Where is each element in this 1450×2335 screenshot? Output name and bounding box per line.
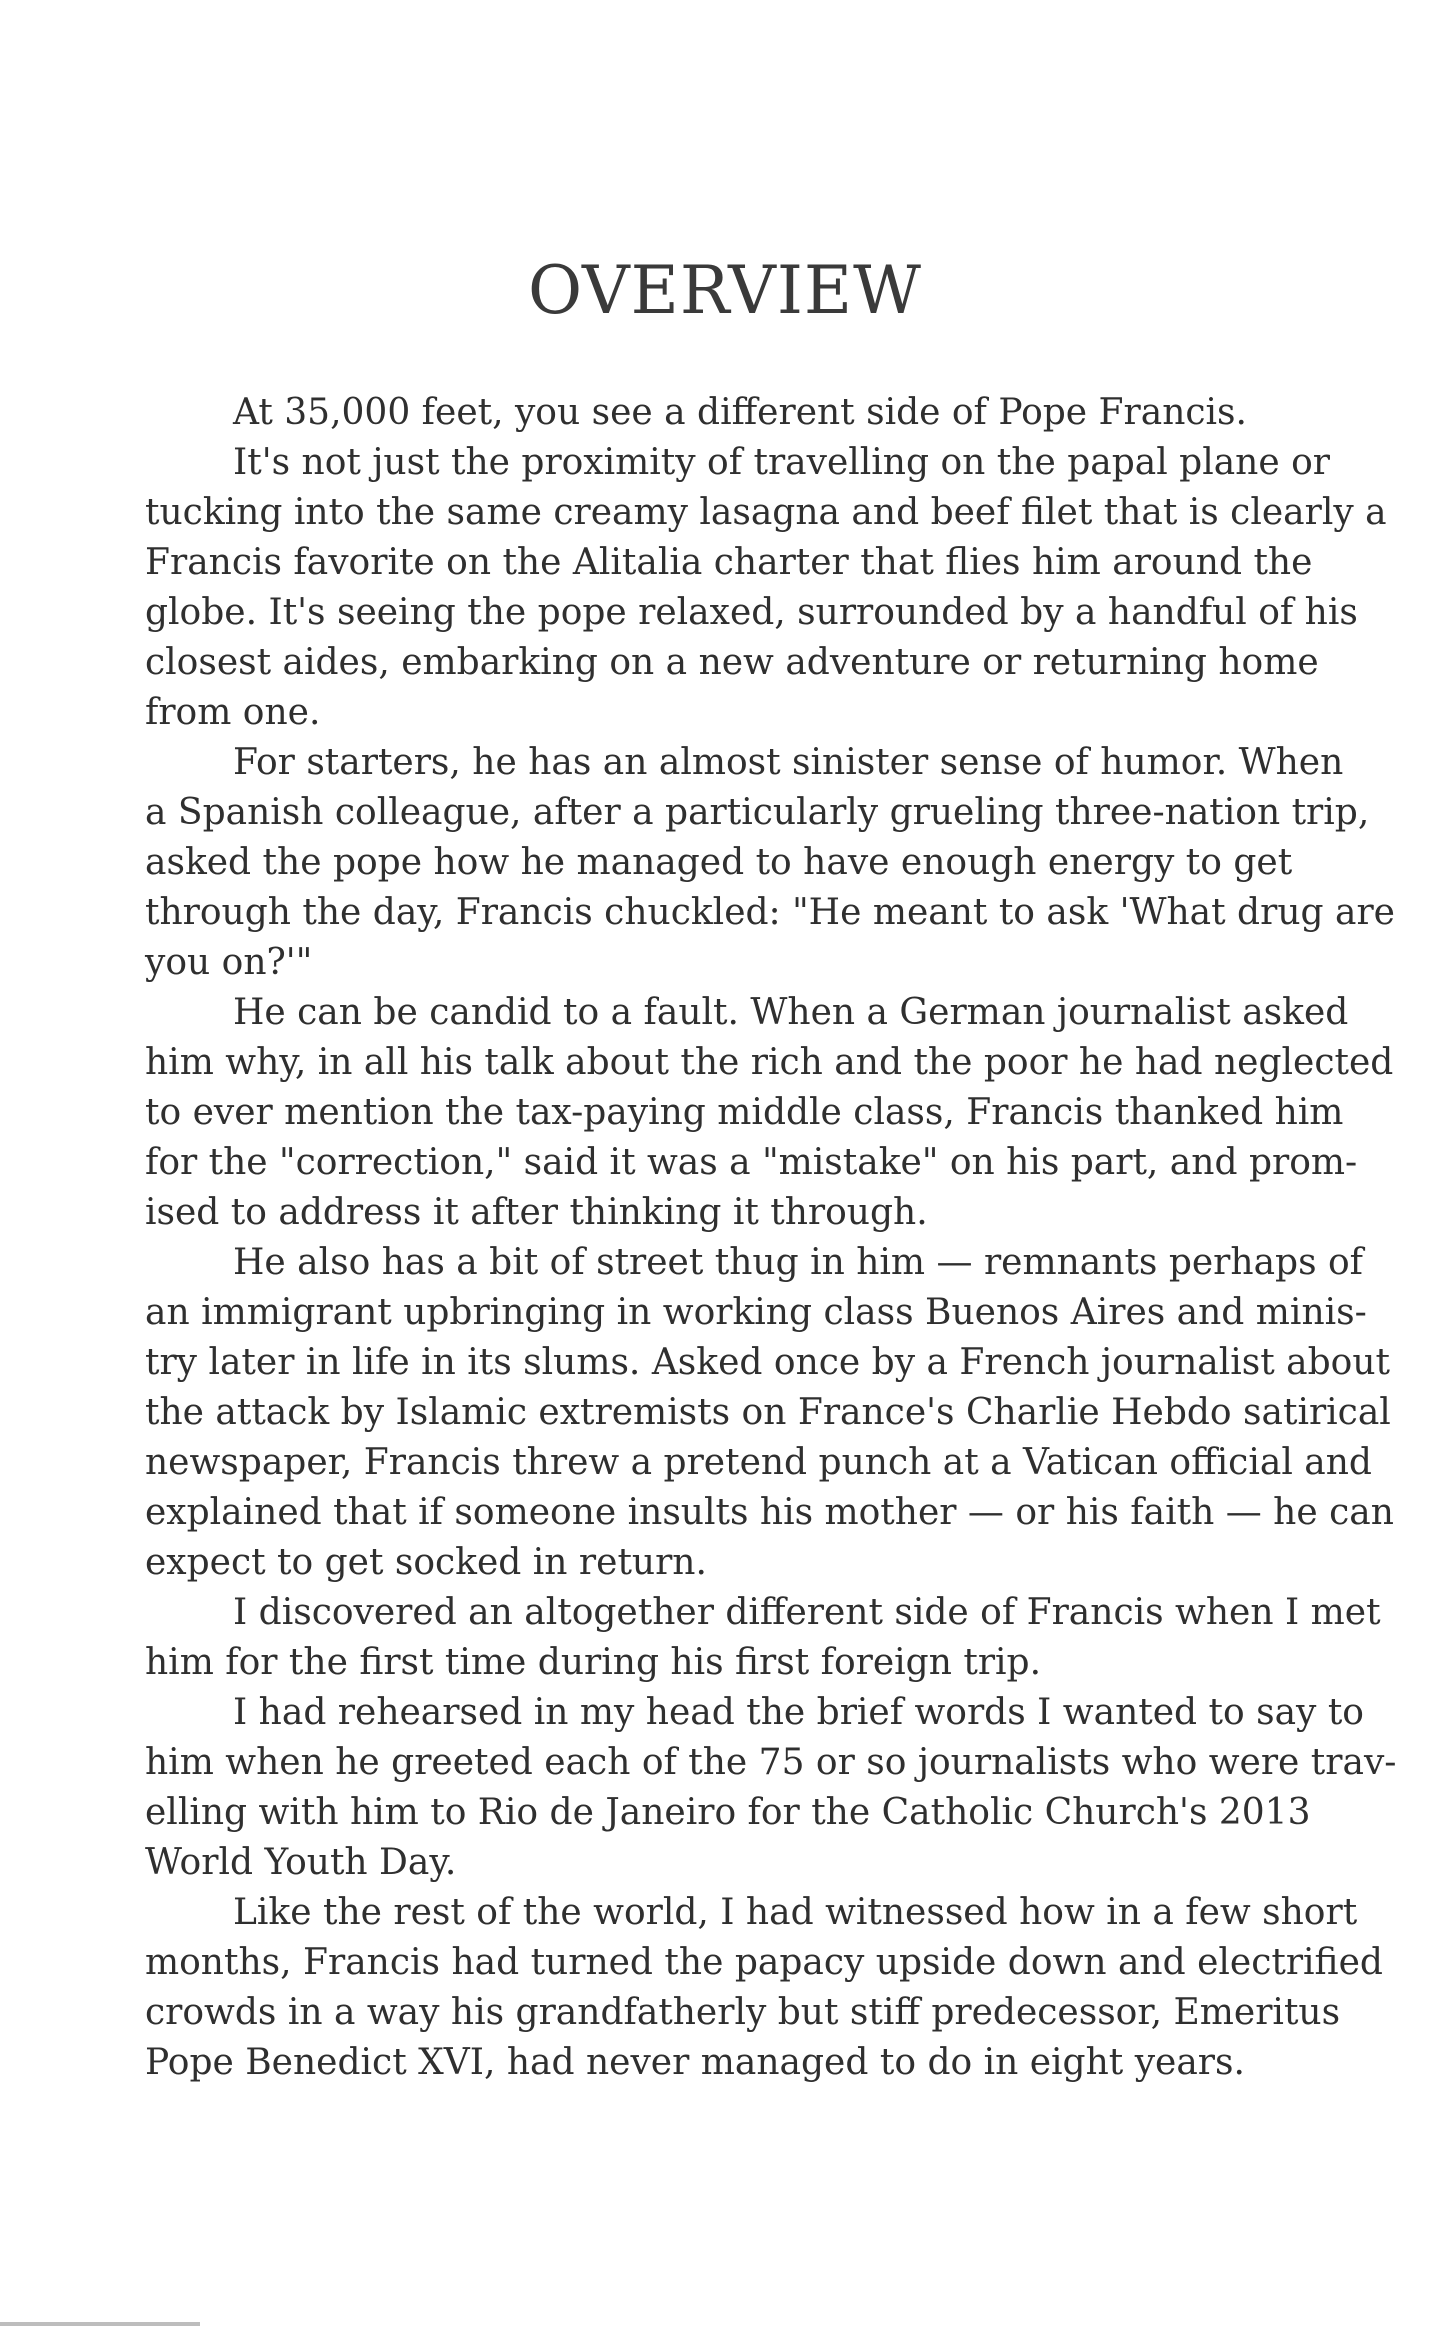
text-line: Like the rest of the world, I had witnessed how in a few short (233, 1892, 1358, 1933)
text-line: him why, in all his talk about the rich and the poor he had neglected (145, 1042, 1394, 1083)
text-line: globe. It's seeing the pope relaxed, surrounded by a handful of his (145, 592, 1358, 633)
text-line: tucking into the same creamy lasagna and beef filet that is clearly a (145, 492, 1387, 533)
text-line: Pope Benedict XVI, had never managed to do in eight years. (145, 2042, 1245, 2083)
body-text (145, 388, 1397, 2088)
text-line: I discovered an altogether different side of Francis when I met (233, 1592, 1381, 1633)
text-line: newspaper, Francis threw a pretend punch at a Vatican official and (145, 1442, 1372, 1483)
text-line: He can be candid to a fault. When a German journalist asked (233, 992, 1349, 1033)
text-line: an immigrant upbringing in working class Buenos Aires and minis- (145, 1292, 1367, 1333)
text-line: ised to address it after thinking it through. (145, 1192, 928, 1233)
text-line: crowds in a way his grandfatherly but stiff predecessor, Emeritus (145, 1992, 1341, 2033)
text-line: a Spanish colleague, after a particularly grueling three-nation trip, (145, 792, 1370, 833)
text-line: At 35,000 feet, you see a different side of Pope Francis. (233, 392, 1247, 433)
text-line: him when he greeted each of the 75 or so journalists who were trav- (145, 1742, 1397, 1783)
text-line: you on?'" (145, 942, 313, 983)
text-line: explained that if someone insults his mother — or his faith — he can (145, 1492, 1394, 1533)
page-edge-rule (0, 2322, 200, 2326)
text-line: asked the pope how he managed to have enough energy to get (145, 842, 1293, 883)
text-line: Francis favorite on the Alitalia charter that flies him around the (145, 542, 1313, 583)
text-line: for the "correction," said it was a "mistake" on his part, and prom- (145, 1142, 1358, 1183)
text-line: months, Francis had turned the papacy upside down and electrified (145, 1942, 1383, 1983)
text-line: It's not just the proximity of travelling on the papal plane or (233, 442, 1330, 483)
text-line: the attack by Islamic extremists on France's Charlie Hebdo satirical (145, 1392, 1391, 1433)
chapter-title: OVERVIEW (528, 252, 922, 329)
text-line: elling with him to Rio de Janeiro for the Catholic Church's 2013 (145, 1792, 1311, 1833)
text-line: He also has a bit of street thug in him — remnants perhaps of (233, 1242, 1363, 1283)
text-line: from one. (145, 692, 321, 733)
text-line: I had rehearsed in my head the brief words I wanted to say to (233, 1692, 1364, 1733)
text-line: try later in life in its slums. Asked once by a French journalist about (145, 1342, 1390, 1383)
text-line: expect to get socked in return. (145, 1542, 707, 1583)
text-line: to ever mention the tax-paying middle class, Francis thanked him (145, 1092, 1344, 1133)
text-line: through the day, Francis chuckled: "He meant to ask 'What drug are (145, 892, 1395, 933)
text-line: closest aides, embarking on a new adventure or returning home (145, 642, 1319, 683)
text-line: World Youth Day. (145, 1842, 457, 1883)
text-line: him for the first time during his first foreign trip. (145, 1642, 1042, 1683)
text-line: For starters, he has an almost sinister sense of humor. When (233, 742, 1344, 783)
